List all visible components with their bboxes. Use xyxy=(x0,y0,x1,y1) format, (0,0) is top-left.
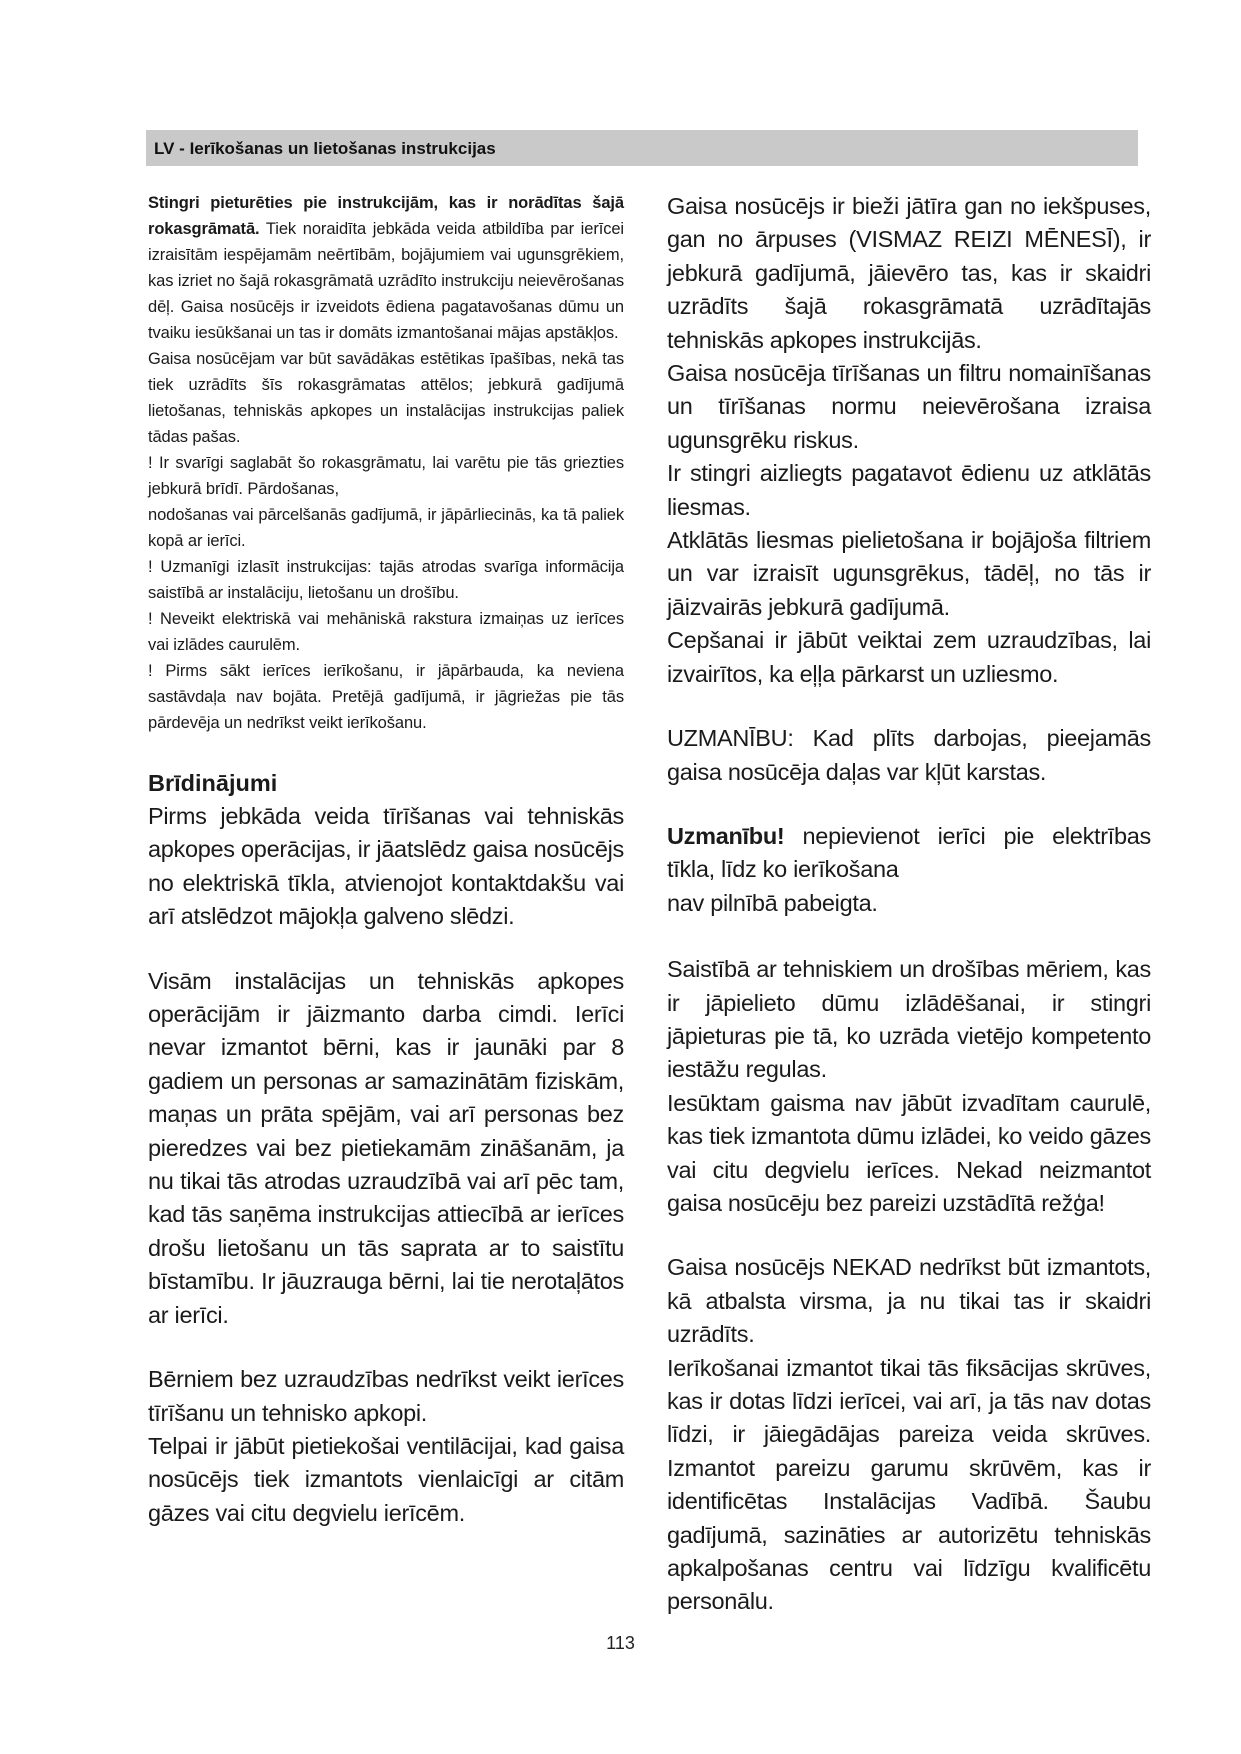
fire-risk-note: Gaisa nosūcēja tīrīšanas un filtru nomainīšanas un tīrīšanas normu neievērošana izraisa ugunsgrēku riskus. xyxy=(667,360,1151,453)
support-surface-warning: Gaisa nosūcējs NEKAD nedrīkst būt izmantots, kā atbalsta virsma, ja nu tikai tas ir skaidri uzrādīts. xyxy=(667,1254,1151,1348)
page-number: 113 xyxy=(606,1633,635,1653)
cleaning-frequency: Gaisa nosūcējs ir bieži jātīra gan no iekšpuses, gan no ārpuses (VISMAZ REIZI MĒNESĪ), ir jebkurā gadījumā, jāievēro tas, kas ir skaidri uzrādīts šajā rokasgrāmatā uzrādītajās tehniskās apkopes instrukcijās. xyxy=(667,193,1151,353)
intro-bold: Stingri pieturēties pie instrukcijām, kas ir norādītas šajā rokasgrāmatā. xyxy=(148,194,624,238)
warning-ventilation: Telpai ir jābūt pietiekošai ventilācijai, kad gaisa nosūcējs tiek izmantots vienlaicīgi ar citām gāzes vai citu degvielu ierīcēm. xyxy=(148,1432,624,1526)
warnings-heading: Brīdinājumi xyxy=(148,770,278,796)
intro-rest: Tiek noraidīta jebkāda veida atbildība par ierīcei izraisītām iespējamām neērtībām, bojājumiem vai ugunsgrēkiem, kas izriet no šajā rokasgrāmatā uzrādīto instrukciju neievērošanas dēļ. Gaisa nosūcējs ir izveidots ēdiena pagatavošanas dūmu un tvaiku iesūkšanai un tas ir domāts izmantošanai mājas apstākļos. xyxy=(148,220,624,342)
aesthetic-note: Gaisa nosūcējam var būt savādākas estētikas īpašības, nekā tas tiek uzrādīts šīs rokasgrāmatas attēlos; jebkurā gadījumā lietošanas, tehniskās apkopes un instalācijas instrukcijas paliek tādas pašas. xyxy=(148,350,624,446)
open-flame-damage: Atklātās liesmas pielietošana ir bojājoša filtriem un var izraisīt ugunsgrēkus, tādēļ, no tās ir jāizvairās jebkurā gadījumā. xyxy=(667,527,1151,620)
section-title: LV - Ierīkošanas un lietošanas instrukcijas xyxy=(154,139,496,158)
read-instructions-note: ! Uzmanīgi izlasīt instrukcijas: tajās atrodas svarīga informācija saistībā ar instalāciju, lietošanu un drošību. xyxy=(148,558,624,602)
caution-rest: nepievienot ierīci pie elektrības tīkla, līdz ko ierīkošana xyxy=(667,822,1151,883)
left-column xyxy=(148,190,624,1530)
exhaust-duct-note: Iesūktam gaisma nav jābūt izvadītam caurulē, kas tiek izmantota dūmu izlādei, ko veido gāzes vai citu degvielu ierīces. Nekad neizmantot gaisa nosūcēju bez pareizi uzstādītā režģa! xyxy=(667,1089,1151,1216)
fixing-screws-note: Ierīkošanai izmantot tikai tās fiksācijas skrūves, kas ir dotas līdzi ierīcei, vai arī, ja tās nav dotas līdzi, ir jāiegādājas pareiza veida skrūves. Izmantot pareizu garumu skrūvēm, kas ir identificētas Instalācijas Vadībā. Šaubu gadījumā, sazināties ar autorizētu tehniskās apkalpošanas centru vai līdzīgu kvalificētu personālu. xyxy=(667,1354,1151,1615)
caution-bold: Uzmanību! xyxy=(667,822,785,849)
transfer-note: nodošanas vai pārcelšanās gadījumā, ir jāpārliecinās, ka tā paliek kopā ar ierīci. xyxy=(148,506,624,550)
caution-line2: nav pilnībā pabeigta. xyxy=(667,889,878,916)
local-regulations: Saistībā ar tehniskiem un drošības mēriem, kas ir jāpielieto dūmu izlādēšanai, ir stingri jāpieturas pie tā, ko uzrāda vietējo kompetento iestāžu regulas. xyxy=(667,956,1151,1083)
connection-caution xyxy=(667,820,1151,920)
check-components-note: ! Pirms sākt ierīces ierīkošanu, ir jāpārbauda, ka neviena sastāvdaļa nav bojāta. Pretējā gadījumā, ir jāgriežas pie tās pārdevēja un nedrīkst veikt ierīkošanu. xyxy=(148,662,624,732)
section-header-bar xyxy=(146,130,1138,166)
warning-children-cleaning: Bērniem bez uzraudzības nedrīkst veikt ierīces tīrīšanu un tehnisko apkopi. xyxy=(148,1366,624,1426)
warning-gloves-children: Visām instalācijas un tehniskās apkopes operācijām ir jāizmanto darba cimdi. Ierīci nevar izmantot bērni, kas ir jaunāki par 8 gadiem un personas ar samazinātām fiziskām, maņas un prāta spējām, vai arī personas bez pieredzes vai bez pietiekamām zināšanām, ja nu tikai tās atrodas uzraudzībā vai arī pēc tam, kad tās saņēma instrukcijas attiecībā ar ierīces drošu lietošanu un tās saprata ar to saistītu bīstamību. Ir jāuzrauga bērni, lai tie nerotaļātos ar ierīci. xyxy=(148,967,624,1328)
no-modifications-note: ! Neveikt elektriskā vai mehāniskā rakstura izmaiņas uz ierīces vai izlādes caurulēm. xyxy=(148,610,624,654)
warning-disconnect: Pirms jebkāda veida tīrīšanas vai tehniskās apkopes operācijas, ir jāatslēdz gaisa nosūcējs no elektriskā tīkla, atvienojot kontaktdakšu vai arī atslēdzot mājokļa galveno slēdzi. xyxy=(148,803,624,930)
frying-supervision: Cepšanai ir jābūt veiktai zem uzraudzības, lai izvairītos, ka eļļa pārkarst un uzliesmo. xyxy=(667,627,1151,687)
intro-paragraph xyxy=(148,190,624,346)
keep-manual-note: ! Ir svarīgi saglabāt šo rokasgrāmatu, lai varētu pie tās griezties jebkurā brīdī. Pārdošanas, xyxy=(148,454,624,498)
right-column xyxy=(667,190,1151,1619)
hot-parts-caution: UZMANĪBU: Kad plīts darbojas, pieejamās gaisa nosūcēja daļas var kļūt karstas. xyxy=(667,725,1151,785)
open-flame-prohibited: Ir stingri aizliegts pagatavot ēdienu uz atklātās liesmas. xyxy=(667,460,1151,520)
